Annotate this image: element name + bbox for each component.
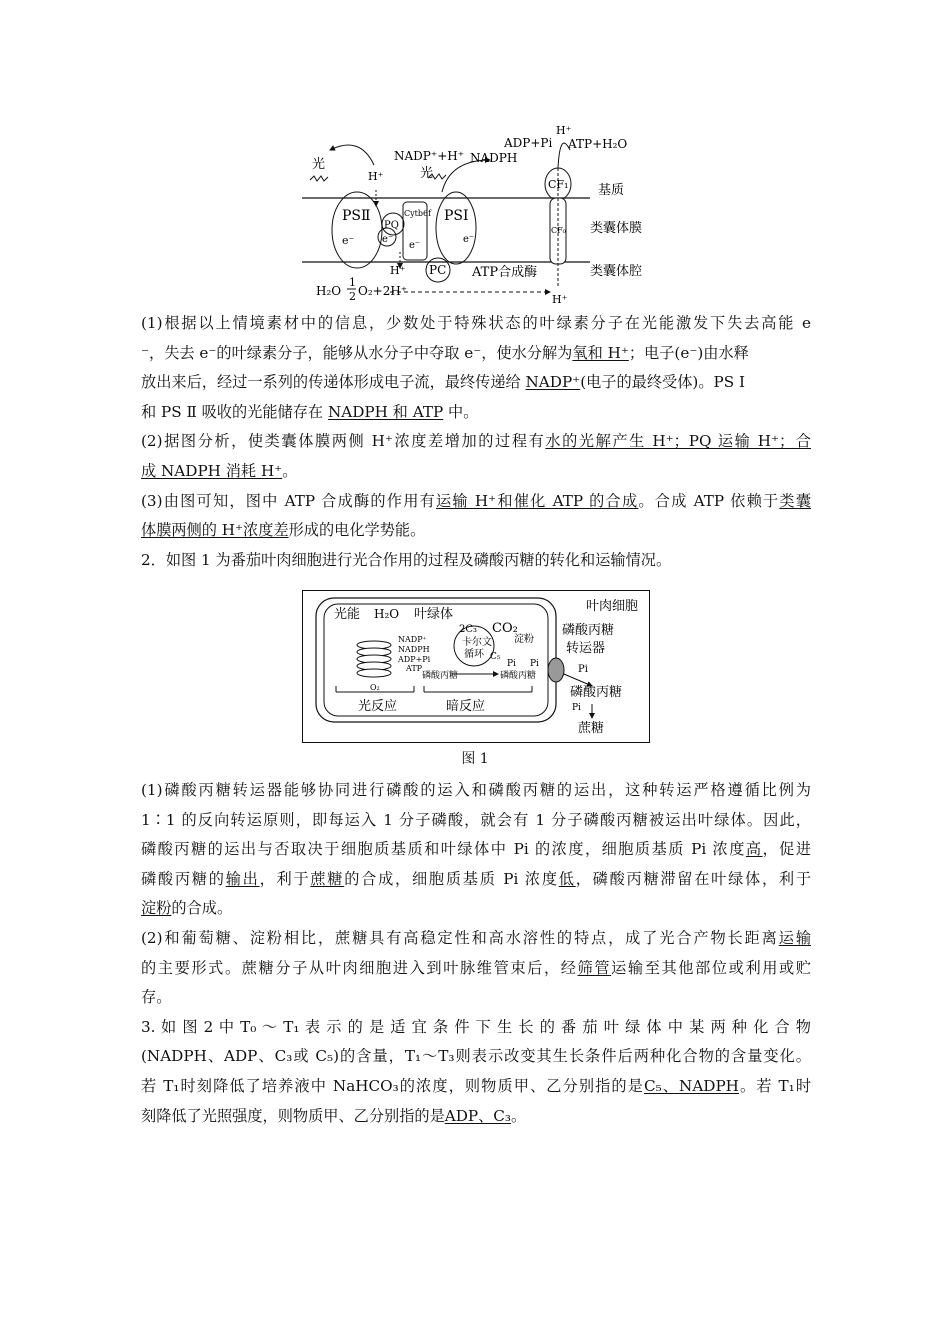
pi-label-2: Pi	[530, 659, 539, 669]
pc-label: PC	[429, 263, 447, 277]
answer-starch: 淀粉	[141, 899, 172, 918]
water-label: H₂O	[316, 284, 342, 298]
tp-in-label: 磷酸丙糖	[422, 671, 459, 681]
tp-out-label: 磷酸丙糖	[570, 685, 623, 700]
q3-line-d: 刻降低了光照强度，则物质甲、乙分别指的是ADP、C₃。	[141, 1106, 527, 1125]
q1-3-line-b: 体膜两侧的 H⁺浓度差形成的电化学势能。	[141, 521, 426, 540]
tp-mid-label: 磷酸丙糖	[500, 671, 537, 681]
q2-intro: 2．如图 1 为番茄叶肉细胞进行光合作用的过程及磷酸丙糖的转化和运输情况。	[141, 550, 672, 569]
q2-1-line-b: 1∶1 的反向转运原则，即每运入 1 分子磷酸，就会有 1 分子磷酸丙糖被运出叶绿体。因此，	[141, 810, 811, 829]
nadp-h-label: NADP⁺+H⁺	[394, 149, 465, 163]
electron-label-2: e⁻	[382, 234, 394, 245]
stroma-label: 基质	[598, 183, 625, 198]
answer-gradient-2: 体膜两侧的 H⁺浓度差	[141, 521, 289, 540]
nadp-label: NADP⁺	[398, 635, 427, 644]
chloroplast-diagram	[302, 590, 650, 743]
electron-label-4: e⁻	[463, 234, 475, 245]
q1-2-line-b: 成 NADPH 消耗 H⁺。	[141, 461, 298, 480]
q2-1-line-d: 磷酸丙糖的输出，利于蔗糖的合成，细胞质基质 Pi 浓度低，磷酸丙糖滞留在叶绿体，利于	[141, 869, 812, 888]
thylakoid-diagram	[300, 120, 660, 305]
q1-1-line-b: ⁻，失去 e⁻的叶绿素分子，能够从水分子中夺取 e⁻，使水分解为氧和 H⁺；电子(e⁻)由水释	[141, 343, 749, 362]
answer-low: 低	[558, 869, 576, 888]
answer-atp-synthase: 运输 H⁺和催化 ATP 的合成	[436, 491, 639, 510]
two-c3-label: 2C₃	[459, 624, 478, 635]
light-label-2: 光	[420, 166, 434, 181]
h-cf1-label: H⁺	[556, 124, 572, 137]
adp-pi-label: ADP+Pi	[504, 136, 553, 150]
q2-1-line-c: 磷酸丙糖的运出与否取决于细胞质基质和叶绿体中 Pi 的浓度，细胞质基质 Pi 浓度高，促进	[141, 840, 812, 859]
answer-h-gradient-2: 成 NADPH 消耗 H⁺	[141, 461, 283, 480]
q2-1-line-a: (1)磷酸丙糖转运器能够协同进行磷酸的运入和磷酸丙糖的运出，这种转运严格遵循比例为	[141, 781, 811, 799]
pi-label-1: Pi	[507, 659, 516, 669]
chloroplast-label: 叶绿体	[414, 607, 454, 622]
h-ion-label: H⁺	[368, 170, 384, 183]
sucrose-label: 蔗糖	[578, 721, 605, 736]
q1-1-line-c: 放出来后，经过一系列的传递体形成电子流，最终传递给 NADP⁺(电子的最终受体)。PS Ⅰ	[141, 373, 745, 392]
membrane-label: 类囊体膜	[590, 221, 643, 236]
cytb6f-label: Cytb6f	[404, 209, 432, 218]
electron-label-3: e⁻	[409, 240, 421, 251]
q1-block	[141, 309, 811, 575]
cf0-label: CF₀	[551, 226, 566, 235]
q1-3-line-a: (3)由图可知，图中 ATP 合成酶的作用有运输 H⁺和催化 ATP 的合成。合成 ATP 依赖于类囊	[141, 491, 812, 510]
answer-h-gradient-1: 水的光解产生 H⁺；PQ 运输 H⁺；合	[545, 432, 811, 451]
dark-reaction-label: 暗反应	[446, 699, 486, 714]
co2-label: CO₂	[492, 621, 518, 636]
h-cf0-label: H⁺	[552, 293, 568, 305]
o2-label: O₂	[370, 683, 380, 692]
q2-2-line-c: 存。	[141, 988, 172, 1007]
q2-1-line-e: 淀粉的合成。	[141, 899, 233, 918]
q3-line-b: (NADPH、ADP、C₃或 C₅)的含量，T₁～T₃则表示改变其生长条件后两种化合物的含量变化。	[141, 1047, 811, 1066]
q1-1-line-a: (1)根据以上情境素材中的信息，少数处于特殊状态的叶绿素分子在光能激发下失去高能 e	[141, 314, 811, 332]
atp-label: ATP	[406, 664, 423, 673]
lumen-label: 类囊体腔	[590, 264, 643, 279]
light-label-1: 光	[312, 157, 326, 172]
transporter-label-1: 磷酸丙糖	[562, 623, 615, 638]
ps1-label: PSⅠ	[444, 208, 469, 224]
nadph-label-2: NADPH	[398, 645, 430, 654]
answer-sieve-tube: 筛管	[577, 958, 612, 977]
q2-block	[141, 776, 811, 1131]
light-energy-label: 光能	[334, 607, 361, 622]
answer-high: 高	[745, 840, 763, 859]
transporter-label-2: 转运器	[566, 641, 606, 656]
nadph-label: NADPH	[470, 151, 518, 165]
ps2-label: PSⅡ	[342, 208, 371, 224]
adp-pi-label-2: ADP+Pi	[398, 655, 431, 664]
c5-label: C₅	[490, 652, 501, 662]
answer-oxygen-h: 氧和 H⁺	[572, 343, 629, 362]
calvin-label-2: 循环	[464, 649, 484, 660]
atp-synthase-label: ATP合成酶	[472, 265, 538, 280]
pi-out-label: Pi	[578, 664, 588, 675]
o2-2h-label: O₂+2H⁺	[358, 284, 408, 298]
pq-label: PQ	[384, 220, 399, 231]
q3-line-c: 若 T₁时刻降低了培养液中 NaHCO₃的浓度，则物质甲、乙分别指的是C₅、NADPH。若 T₁时	[141, 1076, 812, 1095]
answer-sucrose: 蔗糖	[310, 869, 345, 888]
figure-caption: 图 1	[461, 751, 489, 767]
starch-label: 淀粉	[514, 634, 534, 645]
calvin-label-1: 卡尔文	[462, 637, 492, 648]
light-reaction-label: 光反应	[358, 699, 398, 714]
answer-nadp: NADP⁺	[525, 373, 581, 392]
answer-c5-nadph: C₅、NADPH	[643, 1076, 739, 1095]
answer-output: 输出	[225, 869, 260, 888]
h2o-label: H₂O	[374, 607, 400, 621]
q1-1-line-d: 和 PS Ⅱ 吸收的光能储存在 NADPH 和 ATP 中。	[141, 402, 479, 421]
atp-h2o-label: ATP+H₂O	[568, 137, 628, 151]
answer-transport: 运输	[778, 928, 812, 947]
q1-2-line-a: (2)据图分析，使类囊体膜两侧 H⁺浓度差增加的过程有水的光解产生 H⁺；PQ 运输 H⁺；合	[141, 432, 811, 451]
answer-adp-c3: ADP、C₃	[444, 1106, 512, 1125]
q2-2-line-a: (2)和葡萄糖、淀粉相比，蔗糖具有高稳定性和高水溶性的特点，成了光合产物长距离运输	[141, 928, 812, 947]
h-lumen-label: H⁺	[390, 264, 406, 277]
cf1-label: CF₁	[548, 178, 569, 191]
answer-nadph-atp: NADPH 和 ATP	[327, 402, 444, 421]
answer-gradient-1: 类囊	[779, 491, 812, 510]
pi-low-label: Pi	[572, 703, 581, 713]
half-numerator: 1	[349, 276, 356, 289]
electron-label-1: e⁻	[342, 234, 355, 247]
mesophyll-label: 叶肉细胞	[586, 599, 639, 614]
q2-2-line-b: 的主要形式。蔗糖分子从叶肉细胞进入到叶脉维管束后，经筛管运输至其他部位或利用或贮	[141, 958, 812, 977]
half-denominator: 2	[349, 290, 356, 303]
q3-line-a: 3. 如 图 2 中 T₀ ～ T₁ 表 示 的 是 适 宜 条 件 下 生 长 的 番 茄 叶 绿 体 中 某 两 种 化 合 物	[141, 1017, 811, 1036]
